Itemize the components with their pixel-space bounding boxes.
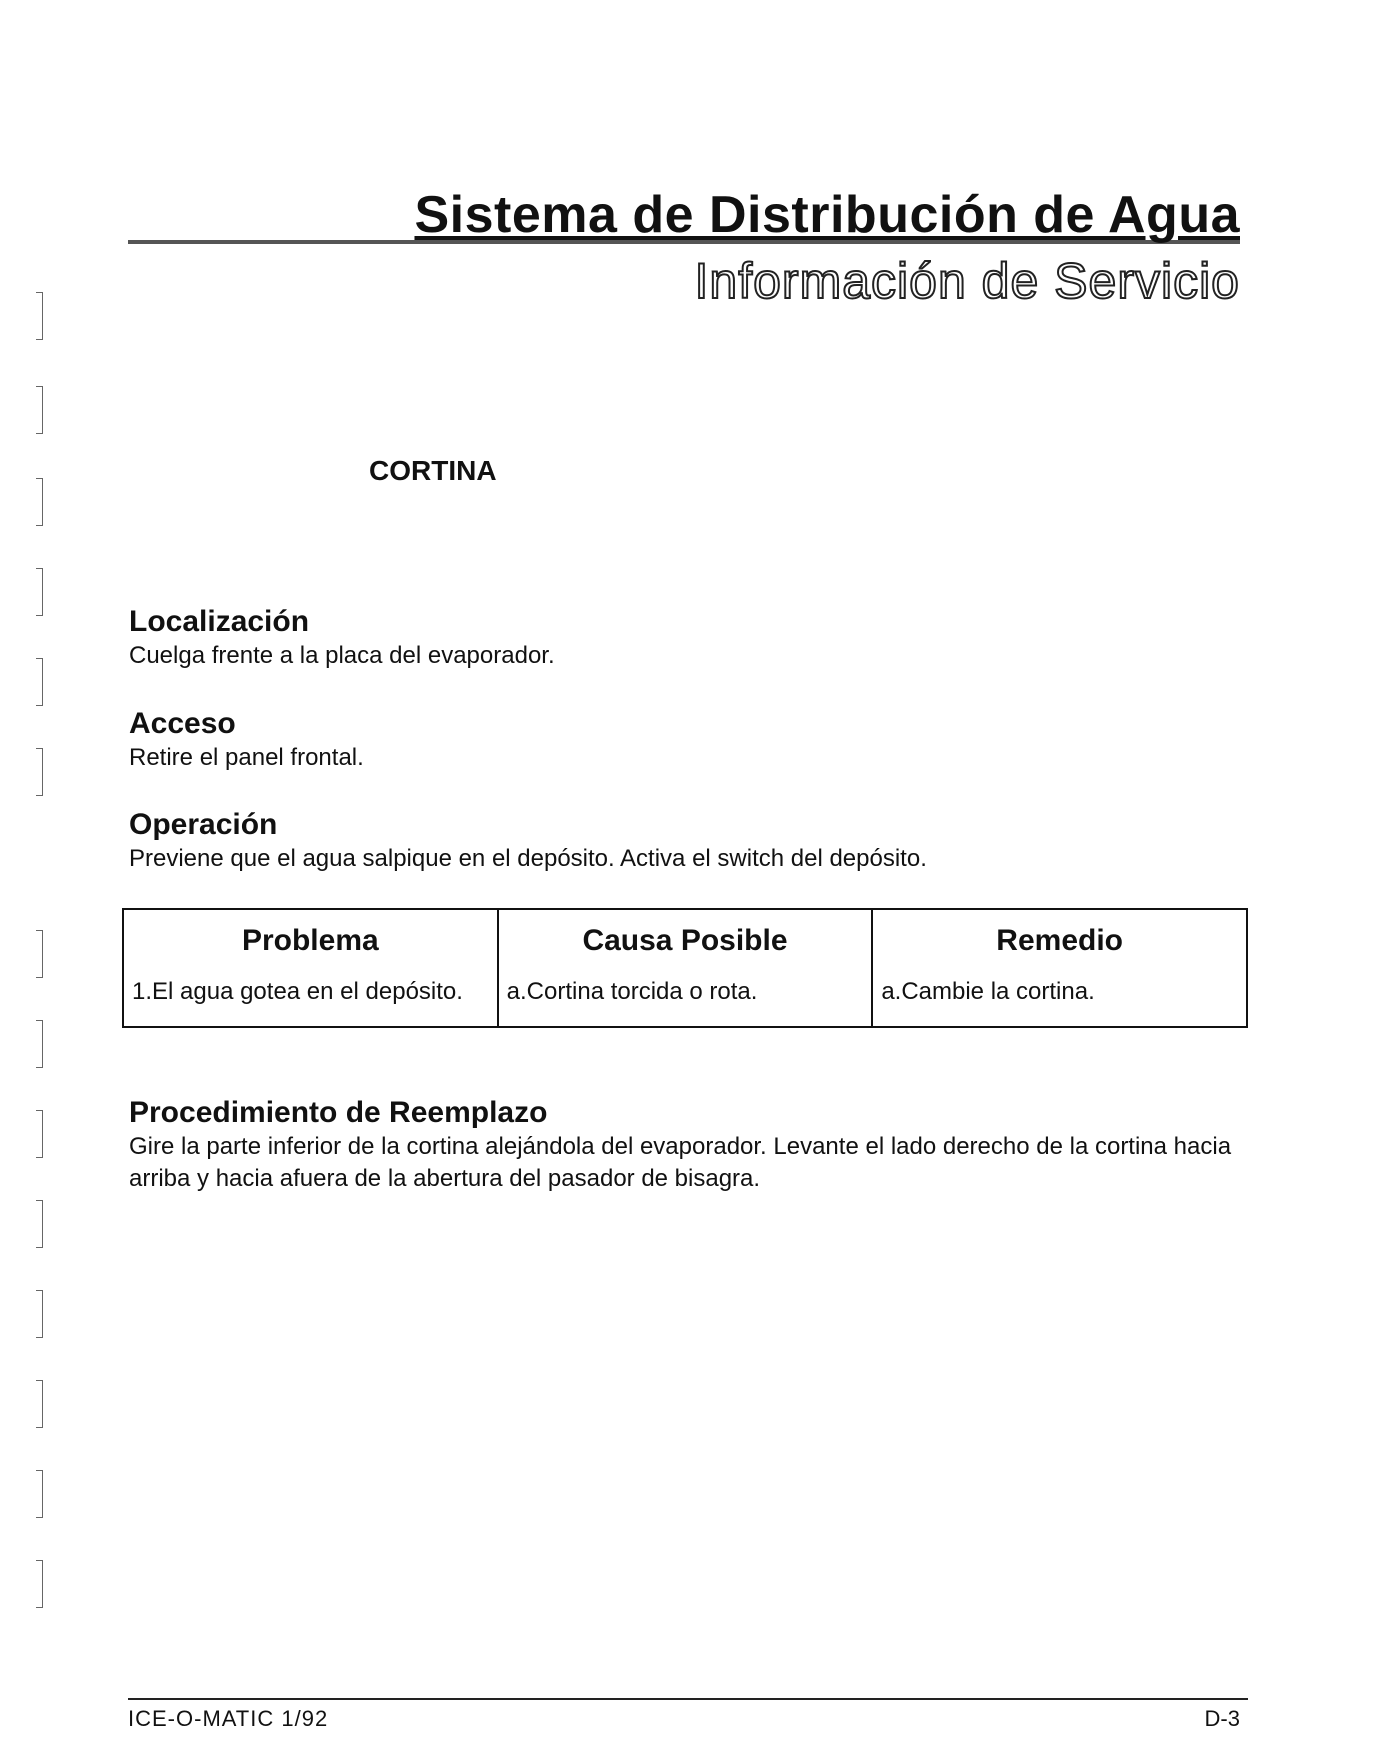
procedimiento-text: Gire la parte inferior de la cortina alejándola del evaporador. Levante el lado derecho de la cortina hacia arriba y hacia afuera de la abertura del pasador de bisagra.	[129, 1133, 1232, 1192]
binder-mark	[36, 568, 43, 616]
acceso-text: Retire el panel frontal.	[129, 744, 364, 771]
localizacion-section	[129, 604, 1259, 672]
procedimiento-section	[129, 1095, 1259, 1195]
table-cell-remedio: a.Cambie la cortina.	[872, 976, 1247, 1027]
table-header-problema: Problema	[123, 909, 498, 976]
binder-mark	[36, 1470, 43, 1518]
binder-mark	[36, 1290, 43, 1338]
binder-mark	[36, 1020, 43, 1068]
table-cell-problema: 1.El agua gotea en el depósito.	[123, 976, 498, 1027]
section-label: CORTINA	[369, 455, 497, 486]
acceso-heading: Acceso	[129, 707, 236, 740]
binder-mark	[36, 930, 43, 978]
footer-rule	[128, 1698, 1248, 1700]
table-cell-causa: a.Cortina torcida o rota.	[498, 976, 873, 1027]
operacion-text: Previene que el agua salpique en el depósito. Activa el switch del depósito.	[129, 845, 927, 872]
binder-mark	[36, 386, 43, 434]
operacion-section	[129, 807, 1259, 875]
page-title: Sistema de Distribución de Agua	[414, 186, 1240, 244]
table-header-causa: Causa Posible	[498, 909, 873, 976]
table-row	[123, 976, 1247, 1027]
table-header-remedio: Remedio	[872, 909, 1247, 976]
binder-mark	[36, 748, 43, 796]
binder-mark	[36, 478, 43, 526]
acceso-section	[129, 706, 1259, 774]
table-header-row	[123, 909, 1247, 976]
binder-mark	[36, 1200, 43, 1248]
binder-mark	[36, 1380, 43, 1428]
binder-mark	[36, 1110, 43, 1158]
binder-mark	[36, 1560, 43, 1608]
page-subtitle: Información de Servicio	[694, 253, 1240, 309]
localizacion-text: Cuelga frente a la placa del evaporador.	[129, 642, 555, 669]
binder-mark	[36, 292, 43, 340]
footer-brand: ICE-O-MATIC 1/92	[128, 1706, 329, 1731]
localizacion-heading: Localización	[129, 605, 310, 638]
procedimiento-heading: Procedimiento de Reemplazo	[129, 1096, 548, 1129]
binder-mark	[36, 658, 43, 706]
operacion-heading: Operación	[129, 808, 278, 841]
page-number: D-3	[1204, 1706, 1240, 1731]
troubleshooting-table	[122, 908, 1248, 1028]
